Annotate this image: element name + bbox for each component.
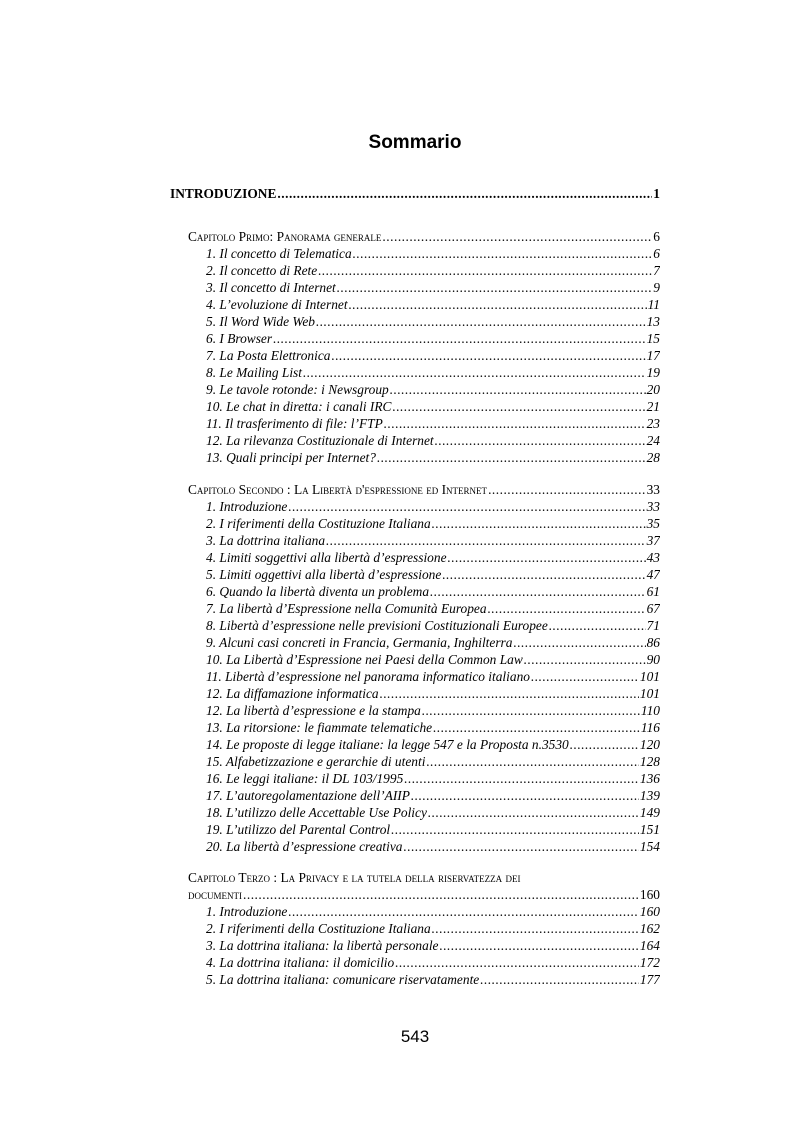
- toc-entry-label: 4. Limiti soggettivi alla libertà d’espressione: [206, 550, 447, 565]
- toc-entry-label: 8. Le Mailing List: [206, 365, 302, 380]
- toc-entry-label: 3. La dottrina italiana: la libertà personale: [206, 938, 439, 953]
- toc-entry-page: 128: [639, 754, 660, 769]
- toc-entry-label: 15. Alfabetizzazione e gerarchie di utenti: [206, 754, 426, 769]
- toc-entry-page: 6: [653, 246, 660, 261]
- toc-section: [206, 381, 660, 398]
- leader-dots: [433, 719, 640, 736]
- toc-entry-label: 20. La libertà d’espressione creativa: [206, 839, 403, 854]
- toc-entry-page: 61: [646, 584, 660, 599]
- toc-section: [206, 651, 660, 668]
- leader-dots: [243, 886, 639, 903]
- toc-entry-page: 13: [646, 314, 660, 329]
- toc-section: [206, 937, 660, 954]
- toc-section: [206, 432, 660, 449]
- toc-entry-label: 13. Quali principi per Internet?: [206, 450, 376, 465]
- toc-entry-page: 149: [639, 805, 660, 820]
- leader-dots: [395, 954, 639, 971]
- toc-entry-label: 2. I riferimenti della Costituzione Italiana: [206, 516, 431, 531]
- toc-section: [206, 838, 660, 855]
- toc-entry-label: 12. La libertà d’espressione e la stampa: [206, 703, 421, 718]
- toc-section: [206, 262, 660, 279]
- toc-entry-label: Capitolo Primo: Panorama generale: [188, 229, 382, 244]
- toc-section: [206, 245, 660, 262]
- toc-section: [206, 347, 660, 364]
- toc-section: [206, 702, 660, 719]
- leader-dots: [404, 838, 639, 855]
- toc-entry-label: 5. Limiti oggettivi alla libertà d’espressione: [206, 567, 442, 582]
- toc-section: [206, 449, 660, 466]
- leader-dots: [377, 449, 646, 466]
- leader-dots: [430, 583, 646, 600]
- leader-dots: [432, 920, 639, 937]
- toc-entry-label: 12. La diffamazione informatica: [206, 686, 379, 701]
- toc-section: [206, 532, 660, 549]
- toc-entry-label: 7. La Posta Elettronica: [206, 348, 331, 363]
- toc-entry-page: 120: [639, 737, 660, 752]
- leader-dots: [488, 481, 646, 498]
- toc-section: [206, 296, 660, 313]
- toc-entry-label: 3. Il concetto di Internet: [206, 280, 336, 295]
- toc-entry-page: 9: [653, 280, 660, 295]
- toc-chapter-1: [188, 228, 660, 245]
- toc-section: [206, 583, 660, 600]
- toc-entry-page: 11: [647, 297, 660, 312]
- toc-section: [206, 685, 660, 702]
- leader-dots: [303, 364, 646, 381]
- toc-entry-label: 12. La rilevanza Costituzionale di Internet: [206, 433, 434, 448]
- leader-dots: [435, 432, 646, 449]
- toc-entry-page: 162: [639, 921, 660, 936]
- leader-dots: [288, 903, 639, 920]
- toc-entry-page: 23: [646, 416, 660, 431]
- toc-section: [206, 668, 660, 685]
- toc-section: [206, 903, 660, 920]
- toc-entry-page: 24: [646, 433, 660, 448]
- toc-entry-label: 9. Le tavole rotonde: i Newsgroup: [206, 382, 389, 397]
- leader-dots: [316, 313, 646, 330]
- toc-section: [206, 330, 660, 347]
- toc-entry-page: 116: [640, 720, 660, 735]
- leader-dots: [337, 279, 653, 296]
- toc-entry-page: 47: [646, 567, 660, 582]
- toc-section: [206, 313, 660, 330]
- leader-dots: [277, 185, 652, 202]
- toc-entry-intro: [170, 185, 660, 202]
- toc-entry-label: 1. Il concetto di Telematica: [206, 246, 352, 261]
- toc-section: [206, 804, 660, 821]
- leader-dots: [384, 415, 646, 432]
- toc-entry-page: 154: [639, 839, 660, 854]
- toc-entry-label: documenti: [188, 887, 242, 902]
- toc-entry-page: 160: [639, 904, 660, 919]
- toc-section: [206, 398, 660, 415]
- toc-entry-label: 13. La ritorsione: le fiammate telematiche: [206, 720, 433, 735]
- toc-entry-page: 21: [646, 399, 660, 414]
- toc-entry-page: 37: [646, 533, 660, 548]
- leader-dots: [353, 245, 653, 262]
- toc-section: [206, 566, 660, 583]
- leader-dots: [428, 804, 639, 821]
- leader-dots: [391, 821, 639, 838]
- toc-entry-label: 9. Alcuni casi concreti in Francia, Germania, Inghilterra: [206, 635, 513, 650]
- toc-entry-page: 136: [639, 771, 660, 786]
- toc-section: [206, 634, 660, 651]
- toc-entry-page: 33: [646, 482, 660, 497]
- toc-section: [206, 787, 660, 804]
- toc-entry-page: 7: [653, 263, 660, 278]
- toc-entry-label: 5. La dottrina italiana: comunicare riservatamente: [206, 972, 480, 987]
- leader-dots: [513, 634, 645, 651]
- leader-dots: [273, 330, 646, 347]
- toc-chapter-2: [188, 481, 660, 498]
- toc-entry-page: 67: [646, 601, 660, 616]
- toc-section: [206, 719, 660, 736]
- toc-entry-label: 18. L’utilizzo delle Accettable Use Policy: [206, 805, 427, 820]
- toc-entry-page: 43: [646, 550, 660, 565]
- toc-entry-page: 164: [639, 938, 660, 953]
- toc-entry-page: 15: [646, 331, 660, 346]
- leader-dots: [439, 937, 638, 954]
- toc-section: [206, 415, 660, 432]
- toc-entry-label: INTRODUZIONE: [170, 186, 277, 201]
- toc-section: [206, 971, 660, 988]
- toc-entry-label: 14. Le proposte di legge italiane: la legge 547 e la Proposta n.3530: [206, 737, 569, 752]
- toc-entry-label: 10. La Libertà d’Espressione nei Paesi della Common Law: [206, 652, 523, 667]
- toc-entry-page: 28: [646, 450, 660, 465]
- toc-entry-page: 71: [646, 618, 660, 633]
- toc-entry-label: 4. La dottrina italiana: il domicilio: [206, 955, 395, 970]
- leader-dots: [349, 296, 647, 313]
- toc-entry-label: 19. L’utilizzo del Parental Control: [206, 822, 391, 837]
- leader-dots: [531, 668, 639, 685]
- toc-section: [206, 600, 660, 617]
- toc-entry-label: 4. L’evoluzione di Internet: [206, 297, 348, 312]
- toc-section: [206, 549, 660, 566]
- toc-entry-label: 16. Le leggi italiane: il DL 103/1995: [206, 771, 404, 786]
- toc-section: [206, 364, 660, 381]
- toc-entry-page: 90: [646, 652, 660, 667]
- leader-dots: [380, 685, 639, 702]
- toc-entry-page: 35: [646, 516, 660, 531]
- leader-dots: [549, 617, 646, 634]
- toc-chapter-heading-line: Capitolo Terzo : La Privacy e la tutela della riservatezza dei: [188, 870, 521, 885]
- leader-dots: [318, 262, 652, 279]
- toc-entry-label: 6. Quando la libertà diventa un problema: [206, 584, 430, 599]
- toc-entry-page: 151: [639, 822, 660, 837]
- toc-section: [206, 515, 660, 532]
- toc-section: [206, 279, 660, 296]
- leader-dots: [331, 347, 645, 364]
- toc-entry-label: 5. Il Word Wide Web: [206, 314, 315, 329]
- leader-dots: [422, 702, 640, 719]
- toc-entry-label: 11. Libertà d’espressione nel panorama informatico italiano: [206, 669, 530, 684]
- toc-entry-page: 1: [653, 186, 660, 201]
- toc-entry-label: 8. Libertà d’espressione nelle previsioni Costituzionali Europee: [206, 618, 548, 633]
- leader-dots: [392, 398, 645, 415]
- leader-dots: [390, 381, 646, 398]
- toc-section: [206, 498, 660, 515]
- toc-entry-label: 17. L’autoregolamentazione dell’AIIP: [206, 788, 410, 803]
- toc-entry-page: 86: [646, 635, 660, 650]
- toc-entry-page: 172: [639, 955, 660, 970]
- toc-entry-label: 6. I Browser: [206, 331, 273, 346]
- toc-section: [206, 617, 660, 634]
- toc-entry-page: 19: [646, 365, 660, 380]
- toc-entry-label: 7. La libertà d’Espressione nella Comunità Europea: [206, 601, 487, 616]
- toc-entry-page: 101: [639, 669, 660, 684]
- leader-dots: [382, 228, 652, 245]
- toc-section: [206, 770, 660, 787]
- toc-entry-label: 11. Il trasferimento di file: l’FTP: [206, 416, 383, 431]
- leader-dots: [326, 532, 646, 549]
- toc-entry-label: 1. Introduzione: [206, 499, 288, 514]
- toc-entry-page: 110: [640, 703, 660, 718]
- toc-entry-label: 10. Le chat in diretta: i canali IRC: [206, 399, 392, 414]
- leader-dots: [442, 566, 645, 583]
- toc-entry-label: 3. La dottrina italiana: [206, 533, 326, 548]
- toc-entry-page: 20: [646, 382, 660, 397]
- leader-dots: [480, 971, 639, 988]
- toc-section: [206, 954, 660, 971]
- toc-entry-page: 139: [639, 788, 660, 803]
- leader-dots: [411, 787, 639, 804]
- toc-section: [206, 753, 660, 770]
- leader-dots: [570, 736, 639, 753]
- leader-dots: [426, 753, 638, 770]
- toc-entry-label: 1. Introduzione: [206, 904, 288, 919]
- toc-entry-label: Capitolo Secondo : La Libertà d'espressione ed Internet: [188, 482, 488, 497]
- page-number: 543: [400, 1027, 430, 1046]
- toc-entry-label: 2. Il concetto di Rete: [206, 263, 318, 278]
- page-title: Sommario: [368, 132, 462, 153]
- leader-dots: [288, 498, 645, 515]
- toc-entry-page: 177: [639, 972, 660, 987]
- leader-dots: [432, 515, 646, 532]
- toc-section: [206, 736, 660, 753]
- toc-entry-page: 33: [646, 499, 660, 514]
- leader-dots: [448, 549, 646, 566]
- toc-entry-label: 2. I riferimenti della Costituzione Italiana: [206, 921, 431, 936]
- toc-section: [206, 821, 660, 838]
- leader-dots: [488, 600, 646, 617]
- leader-dots: [524, 651, 646, 668]
- leader-dots: [404, 770, 639, 787]
- toc-entry-page: 17: [646, 348, 660, 363]
- toc-entry-page: 6: [653, 229, 660, 244]
- toc-chapter-3: [188, 886, 660, 903]
- toc-entry-page: 101: [639, 686, 660, 701]
- toc-entry-page: 160: [639, 887, 660, 902]
- toc-section: [206, 920, 660, 937]
